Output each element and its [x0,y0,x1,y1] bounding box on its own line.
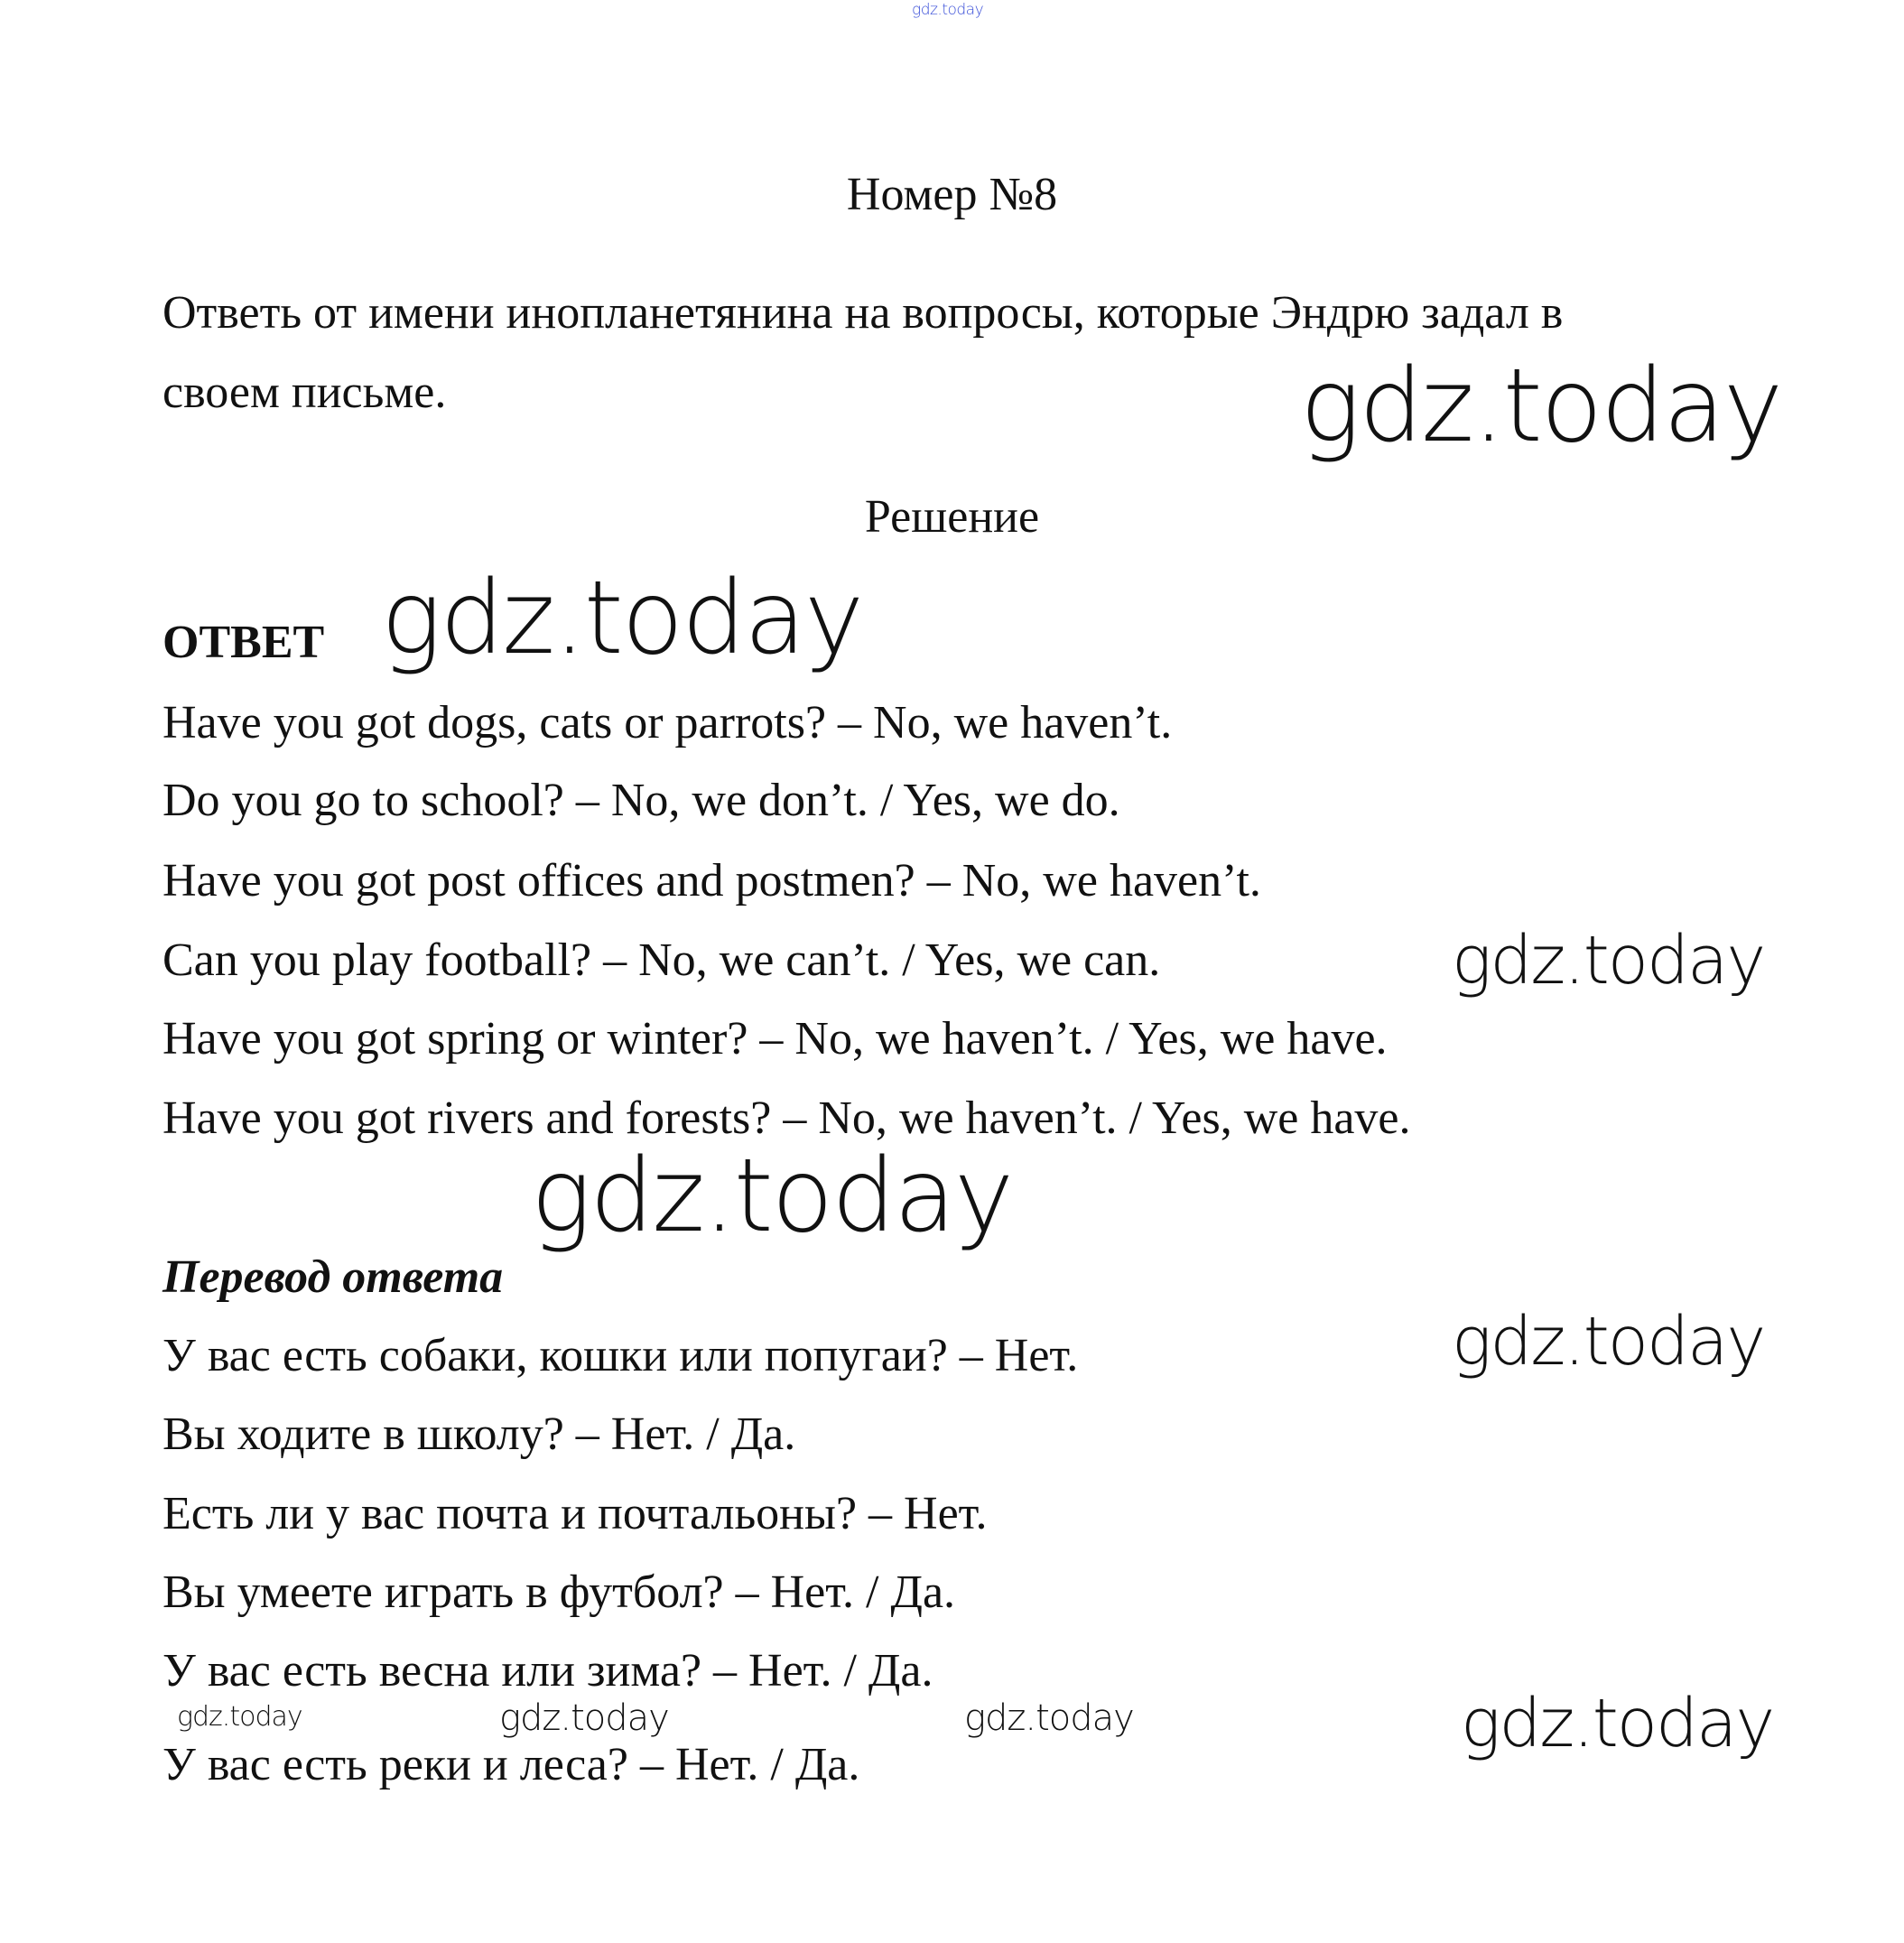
translation-line: У вас есть собаки, кошки или попугаи? – Нет. [163,1330,1079,1381]
answer-line: Have you got post offices and postmen? – No, we haven’t. [163,855,1261,906]
translation-line: Вы ходите в школу? – Нет. / Да. [163,1408,796,1460]
answer-line: Have you got dogs, cats or parrots? – No, we haven’t. [163,697,1173,748]
watermark: gdz.today [499,1697,669,1739]
translation-line: У вас есть весна или зима? – Нет. / Да. [163,1645,933,1697]
answer-line: Have you got rivers and forests? – No, we haven’t. / Yes, we have. [163,1092,1411,1144]
translation-line: Есть ли у вас почта и почтальоны? – Нет. [163,1488,988,1539]
watermark-top[interactable]: gdz.today [912,1,984,19]
answer-line: Can you play football? – No, we can’t. / Yes, we can. [163,934,1161,986]
watermark: gdz.today [1300,348,1782,465]
page-title: Номер №8 [846,169,1058,220]
translation-line: Вы умеете играть в футбол? – Нет. / Да. [163,1566,956,1618]
watermark: gdz.today [381,560,863,677]
answer-line: Do you go to school? – No, we don’t. / Yes, we do. [163,775,1120,826]
answer-heading: ОТВЕТ [163,617,325,668]
watermark: gdz.today [177,1701,302,1733]
watermark: gdz.today [1452,922,1765,999]
task-text-line-1: Ответь от имени инопланетянина на вопросы, которые Эндрю задал в [163,287,1564,339]
watermark: gdz.today [1452,1303,1765,1381]
translation-heading: Перевод ответа [163,1251,504,1303]
watermark: gdz.today [531,1138,1013,1255]
translation-line: У вас есть реки и леса? – Нет. / Да. [163,1739,860,1790]
task-text-line-2: своем письме. [163,367,447,418]
watermark: gdz.today [964,1697,1134,1739]
solution-heading: Решение [864,491,1040,543]
answer-line: Have you got spring or winter? – No, we haven’t. / Yes, we have. [163,1013,1388,1064]
watermark: gdz.today [1461,1685,1774,1762]
